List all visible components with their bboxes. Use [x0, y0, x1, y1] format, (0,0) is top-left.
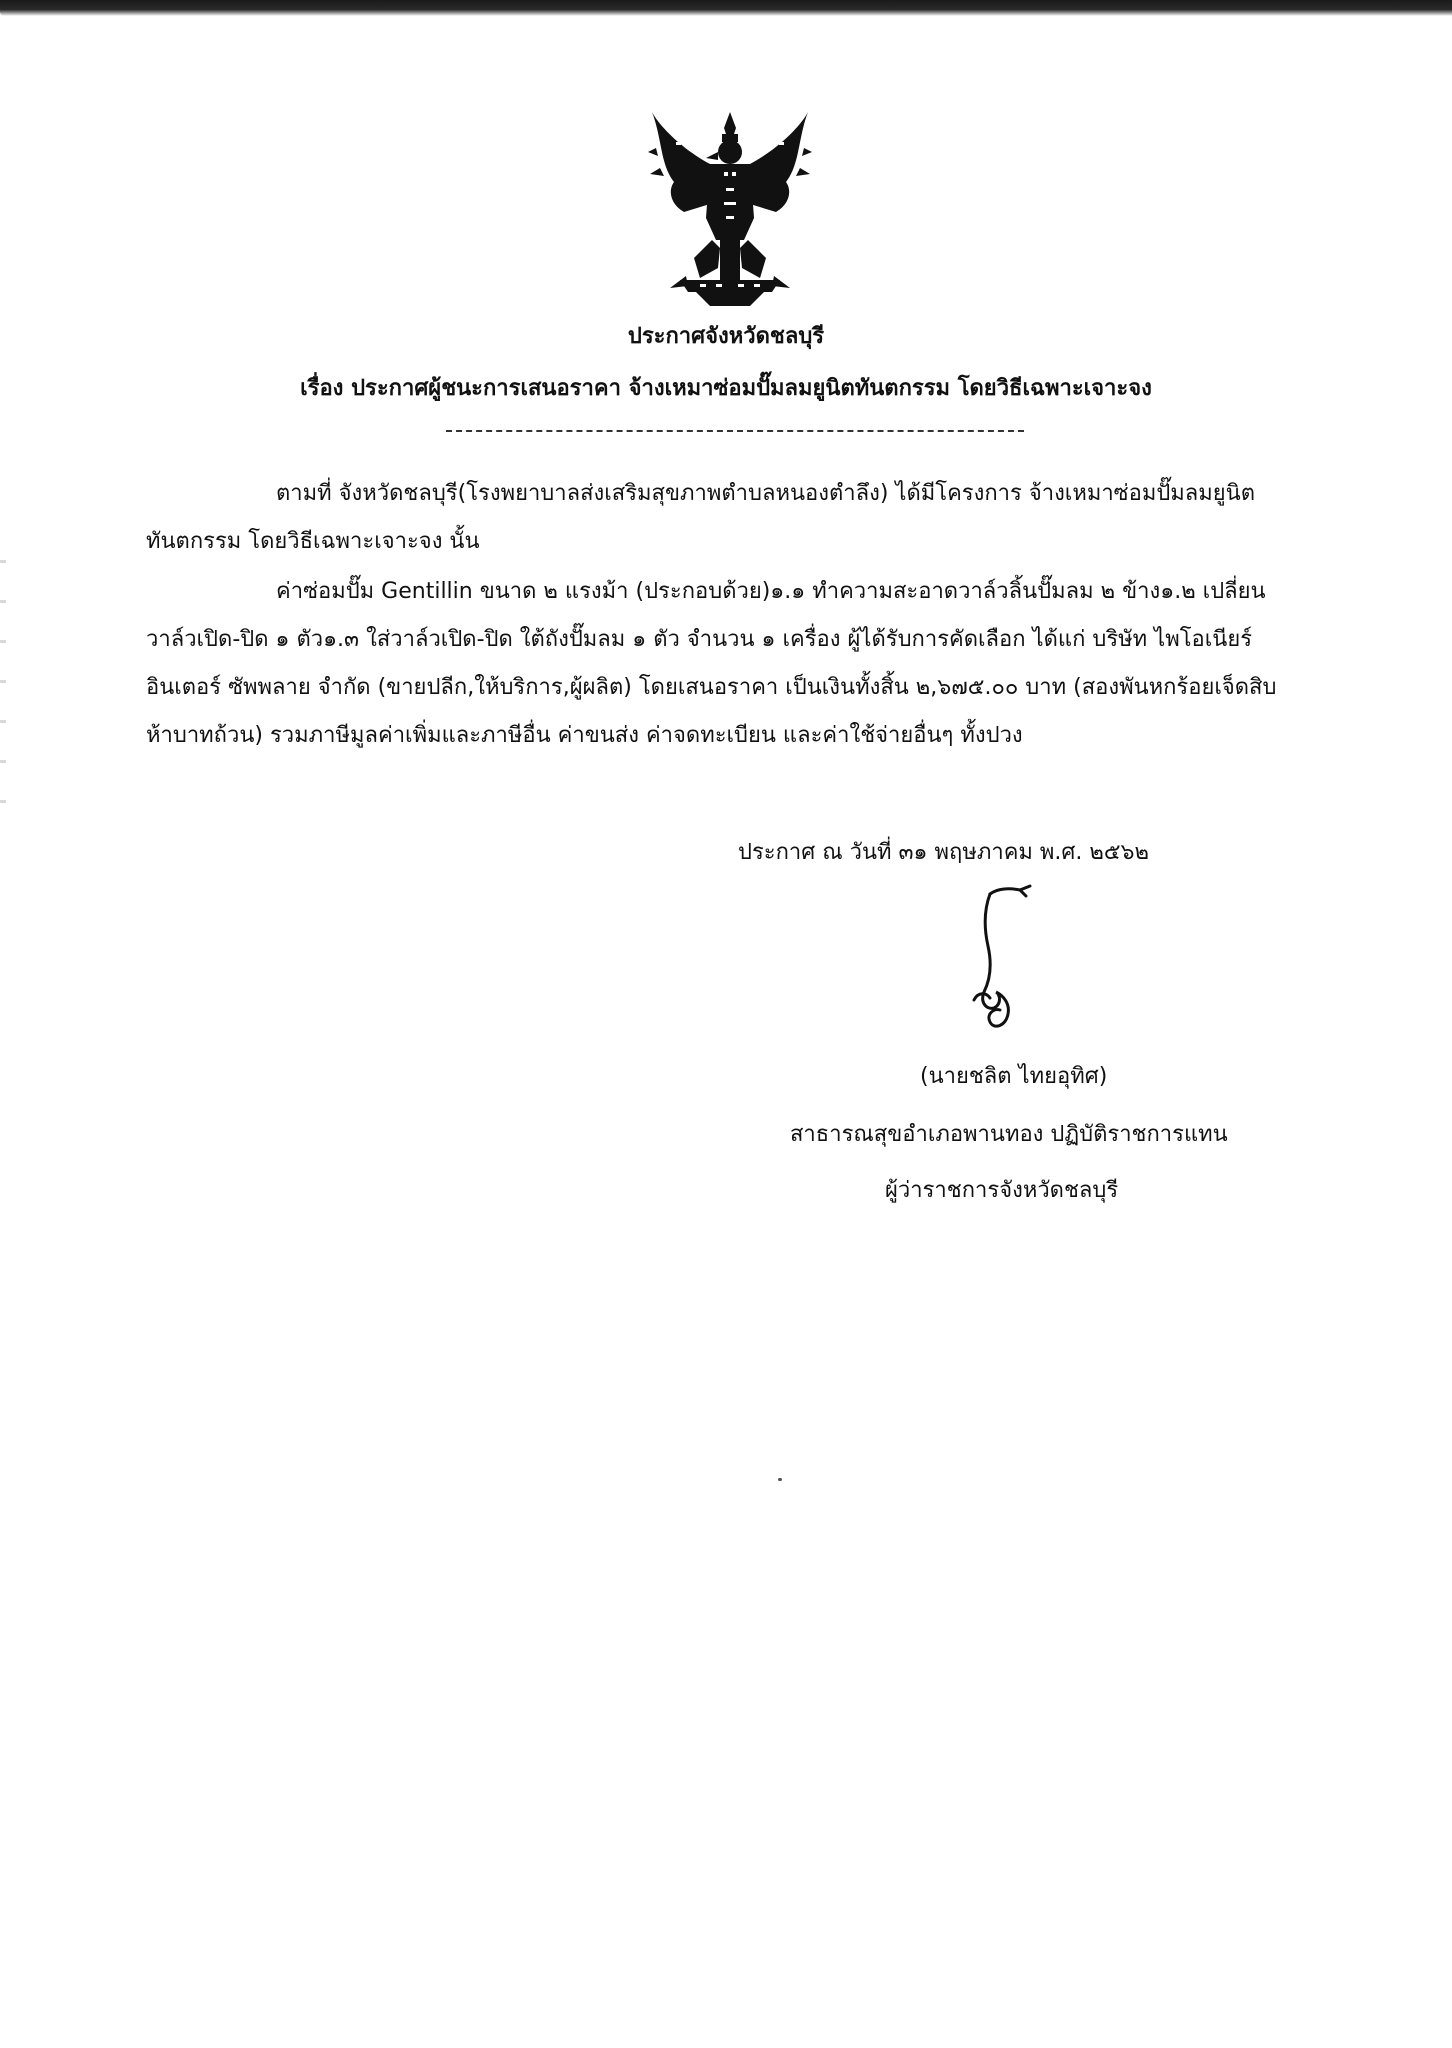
- scan-margin-marks: [0, 560, 6, 810]
- signer-title: สาธารณสุขอำเภอพานทอง ปฏิบัติราชการแทน: [790, 1122, 1228, 1147]
- announcement-date: ประกาศ ณ วันที่ ๓๑ พฤษภาคม พ.ศ. ๒๕๖๒: [738, 840, 1149, 865]
- handwritten-signature: [950, 880, 1060, 1040]
- scan-speck: [778, 1478, 782, 1481]
- signer-name: (นายชลิต ไทยอุทิศ): [920, 1064, 1108, 1089]
- signer-role: ผู้ว่าราชการจังหวัดชลบุรี: [885, 1178, 1119, 1203]
- intro-paragraph: [146, 470, 1286, 566]
- document-title: ประกาศจังหวัดชลบุรี: [627, 324, 825, 349]
- intro-paragraph-text: ตามที่ จังหวัดชลบุรี(โรงพยาบาลส่งเสริมสุขภาพตำบลหนองตำลึง) ได้มีโครงการ จ้างเหมาซ่อมปั๊มลมยูนิตทันตกรรม โดยวิธีเฉพาะเจาะจง นั้น: [146, 481, 1255, 554]
- award-paragraph-text: ค่าซ่อมปั๊ม Gentillin ขนาด ๒ แรงม้า (ประกอบด้วย)๑.๑ ทำความสะอาดวาล์วลิ้นปั๊มลม ๒ ข้าง๑.๒ เปลี่ยนวาล์วเปิด-ปิด ๑ ตัว๑.๓ ใส่วาล์วเปิด-ปิด ใต้ถังปั๊มลม ๑ ตัว จำนวน ๑ เครื่อง ผู้ได้รับการคัดเลือก ได้แก่ บริษัท ไพโอเนียร์ อินเตอร์ ซัพพลาย จำกัด (ขายปลีก,ให้บริการ,ผู้ผลิต) โดยเสนอราคา เป็นเงินทั้งสิ้น ๒,๖๗๕.๐๐ บาท (สองพันหกร้อยเจ็ดสิบห้าบาทถ้วน) รวมภาษีมูลค่าเพิ่มและภาษีอื่น ค่าขนส่ง ค่าจดทะเบียน และค่าใช้จ่ายอื่นๆ ทั้งปวง: [146, 579, 1277, 748]
- garuda-emblem-icon: [640, 108, 820, 308]
- header-divider: [446, 430, 1024, 432]
- scan-shadow-edge: [0, 0, 1452, 16]
- document-subject: เรื่อง ประกาศผู้ชนะการเสนอราคา จ้างเหมาซ่อมปั๊มลมยูนิตทันตกรรม โดยวิธีเฉพาะเจาะจง: [300, 376, 1152, 401]
- award-paragraph: [146, 568, 1286, 760]
